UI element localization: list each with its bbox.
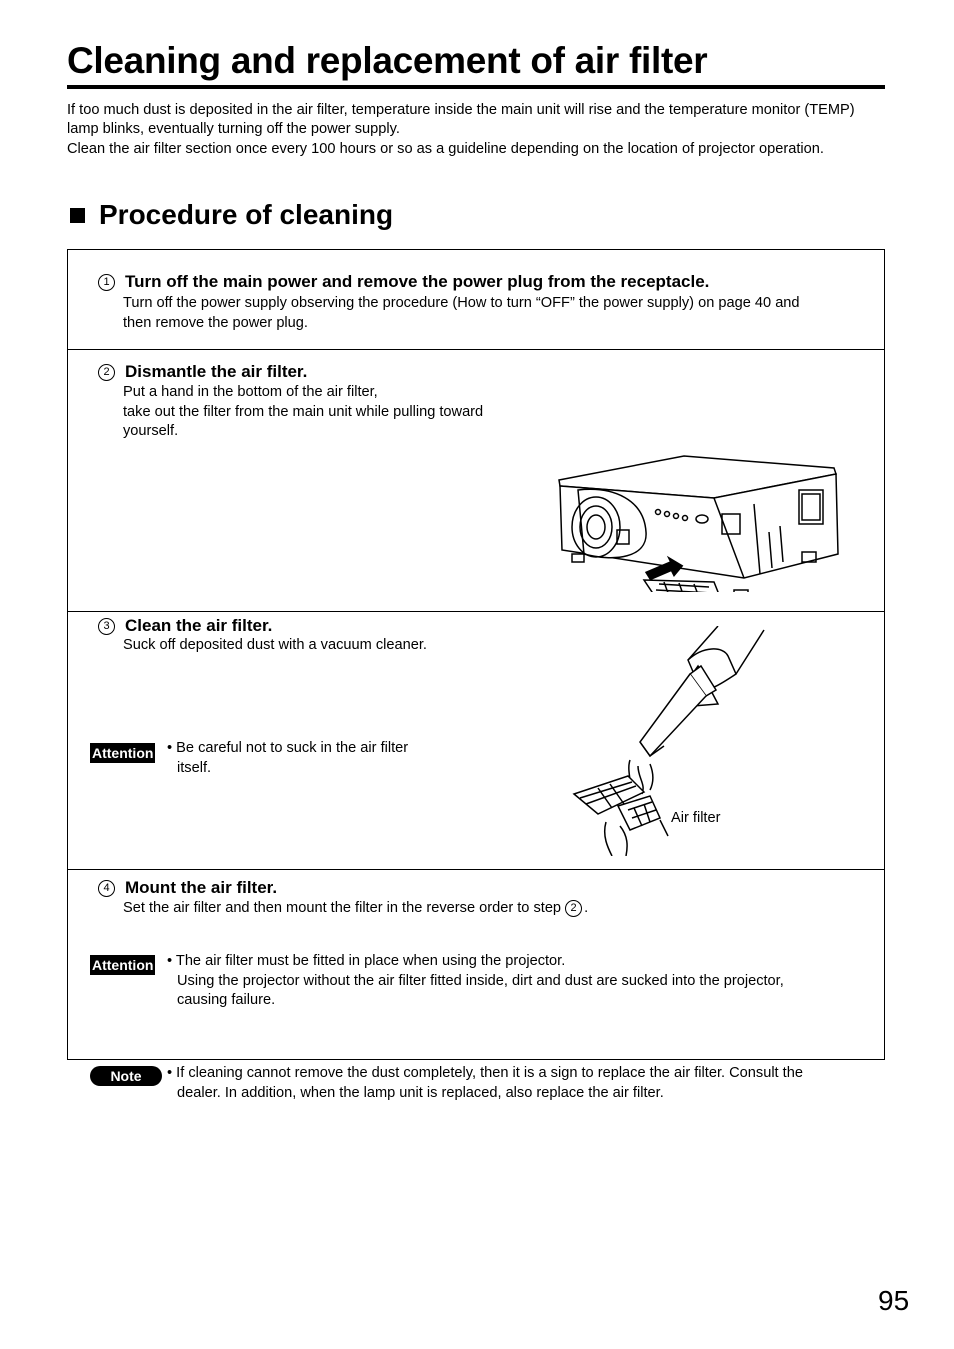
step-description (123, 899, 863, 919)
step-description: Suck off deposited dust with a vacuum cleaner. (123, 637, 427, 653)
step-heading (98, 616, 272, 636)
step-number: 3 (98, 618, 115, 635)
intro-paragraph: If too much dust is deposited in the air filter, temperature inside the main unit will rise and the temperature monitor (TEMP) lamp blinks, eventually turning off the power supply. (67, 102, 855, 138)
step-reference: 2 (565, 900, 582, 917)
step-description (123, 383, 543, 442)
note-badge: Note (90, 1066, 162, 1086)
desc-line: take out the filter from the main unit while pulling toward (123, 403, 484, 420)
note-text (167, 1064, 887, 1103)
attention-badge: Attention (92, 745, 154, 761)
desc-line: Put a hand in the bottom of the air filter, (123, 384, 378, 400)
step-3 (68, 611, 884, 870)
step-number: 1 (98, 274, 115, 291)
page-title: Cleaning and replacement of air filter (67, 42, 885, 89)
intro-paragraph: Clean the air filter section once every 100 hours or so as a guideline depending on the location of projector operation. (67, 140, 824, 157)
attention-line: Using the projector without the air filter fitted inside, dirt and dust are sucked into the projector, (177, 972, 784, 989)
projector-with-filter-removed-icon (554, 402, 844, 592)
desc-text: Set the air filter and then mount the filter in the reverse order to step (123, 900, 562, 916)
step-title: Mount the air filter. (125, 878, 278, 897)
attention-line: itself. (177, 759, 212, 776)
step-heading (98, 272, 709, 292)
step-heading (98, 878, 277, 898)
procedure-box (67, 249, 885, 1060)
step-2 (68, 349, 884, 612)
square-bullet-icon (70, 208, 85, 223)
page-number: 95 (878, 1285, 910, 1316)
step-description (123, 294, 883, 333)
attention-line: • Be careful not to suck in the air filter (167, 740, 409, 756)
attention-text (167, 952, 877, 1011)
step-4 (68, 869, 884, 1060)
desc-line: then remove the power plug. (123, 314, 308, 331)
attention-line: causing failure. (177, 992, 276, 1008)
intro-text (67, 101, 887, 159)
air-filter-label: Air filter (671, 810, 721, 826)
attention-badge: Attention (92, 957, 154, 973)
step-number: 2 (98, 364, 115, 381)
attention-line: • The air filter must be fitted in place when using the projector. (167, 953, 566, 969)
attention-text (167, 739, 457, 778)
step-title: Dismantle the air filter. (125, 362, 308, 381)
section-heading (70, 199, 393, 231)
step-title: Turn off the main power and remove the power plug from the receptacle. (125, 272, 710, 291)
note-line: dealer. In addition, when the lamp unit is replaced, also replace the air filter. (177, 1084, 664, 1101)
desc-line: Turn off the power supply observing the procedure (How to turn “OFF” the power supply) on page 40 and (123, 295, 800, 311)
desc-text: . (584, 900, 589, 916)
step-title: Clean the air filter. (125, 616, 273, 635)
step-1 (68, 250, 884, 349)
desc-line: yourself. (123, 423, 179, 439)
step-heading (98, 362, 307, 382)
note-line: • If cleaning cannot remove the dust completely, then it is a sign to replace the air filter. Consult the (167, 1065, 803, 1081)
section-title: Procedure of cleaning (99, 199, 394, 230)
step-number: 4 (98, 880, 115, 897)
